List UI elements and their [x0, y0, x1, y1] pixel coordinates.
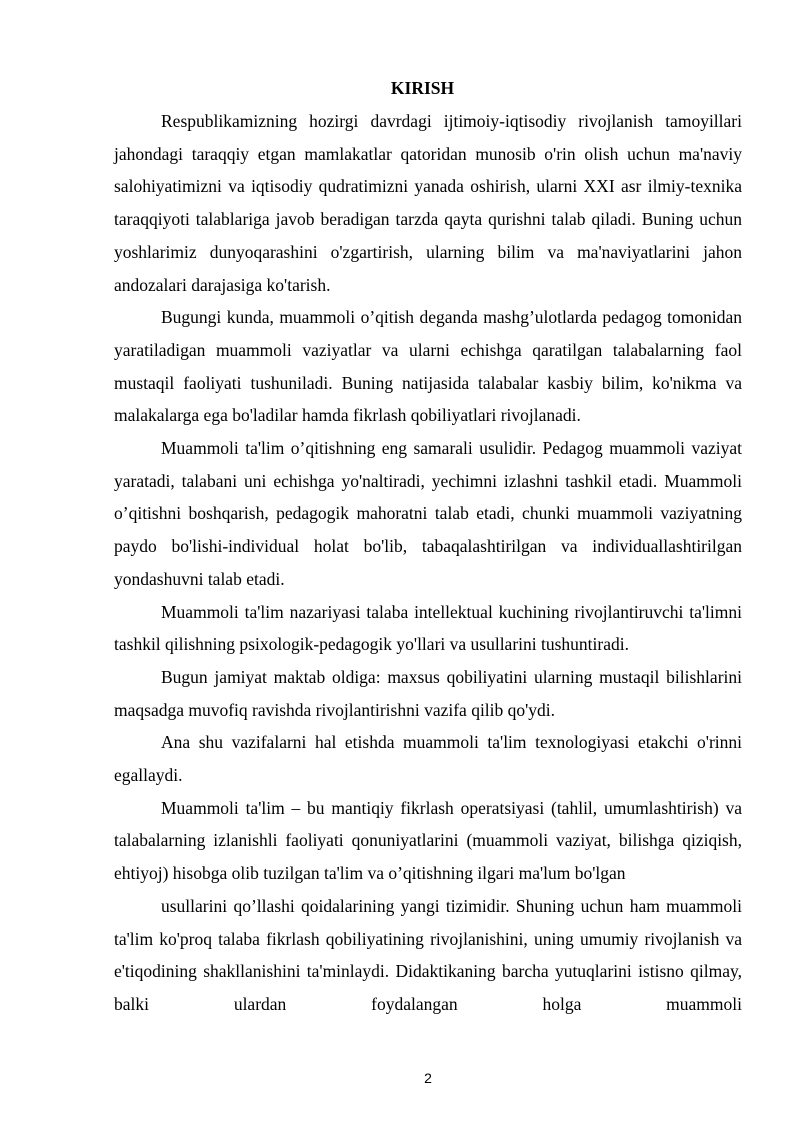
paragraph-2: Bugungi kunda, muammoli o’qitish deganda mashg’ulotlarda pedagog tomonidan yaratiladigan muammoli vaziyatlar va ularni echishga qaratilgan talabalarning faol mustaqil faoliyati tushuniladi. Buning natijasida talabalar kasbiy bilim, ko'nikma va malakalarga ega bo'ladilar hamda fikrlash qobiliyatlari rivojlanadi. [114, 307, 742, 426]
page-title: KIRISH [390, 78, 455, 98]
paragraph-8: usullarini qo’llashi qoidalarining yangi tizimidir. Shuning uchun ham muammoli ta'lim ko'proq talaba fikrlash qobiliyatining rivojlanishini, uning umumiy rivojlanish va e'tiqodining shakllanishini ta'minlaydi. Didaktikaning barcha yutuqlarini istisno qilmay, balki ulardan foydalangan holga muammoli [114, 895, 742, 1014]
body-text [114, 105, 742, 1021]
paragraph-4: Muammoli ta'lim nazariyasi talaba intellektual kuchining rivojlantiruvchi ta'limni tashkil qilishning psixologik-pedagogik yo'llari va usullarini tushuntiradi. [114, 601, 742, 655]
paragraph-5: Bugun jamiyat maktab oldiga: maxsus qobiliyatini ularning mustaqil bilishlarini maqsadga muvofiq ravishda rivojlantirishni vazifa qilib qo'ydi. [114, 666, 742, 720]
paragraph-3: Muammoli ta'lim o’qitishning eng samarali usulidir. Pedagog muammoli vaziyat yaratadi, talabani uni echishga yo'naltiradi, yechimni izlashni tashkil etadi. Muammoli o’qitishni boshqarish, pedagogik mahoratni talab etadi, chunki muammoli vaziyatning paydo bo'lishi-individual holat bo'lib, tabaqalashtirilgan va individuallashtirilgan yondashuvni talab etadi. [114, 438, 742, 589]
paragraph-6: Ana shu vazifalarni hal etishda muammoli ta'lim texnologiyasi etakchi o'rinni egallaydi. [114, 732, 742, 786]
paragraph-1: Respublikamizning hozirgi davrdagi ijtimoiy-iqtisodiy rivojlanish tamoyillari jahondagi taraqqiy etgan mamlakatlar qatoridan munosib o'rin olish uchun ma'naviy salohiyatimizni va iqtisodiy qudratimizni yanada oshirish, ularni XXI asr ilmiy-texnika taraqqiyoti talablariga javob beradigan tarzda qayta qurishni talab qiladi. Buning uchun yoshlarimiz dunyoqarashini o'zgartirish, ularning bilim va ma'naviyatlarini jahon andozalari darajasiga ko'tarish. [114, 111, 742, 295]
paragraph-7: Muammoli ta'lim – bu mantiqiy fikrlash operatsiyasi (tahlil, umumlashtirish) va talabalarning izlanishli faoliyati qonuniyatlarini (muammoli vaziyat, bilishga qiziqish, ehtiyoj) hisobga olib tuzilgan ta'lim va o’qitishning ilgari ma'lum bo'lgan [114, 797, 742, 884]
page-number: 2 [424, 1070, 432, 1086]
